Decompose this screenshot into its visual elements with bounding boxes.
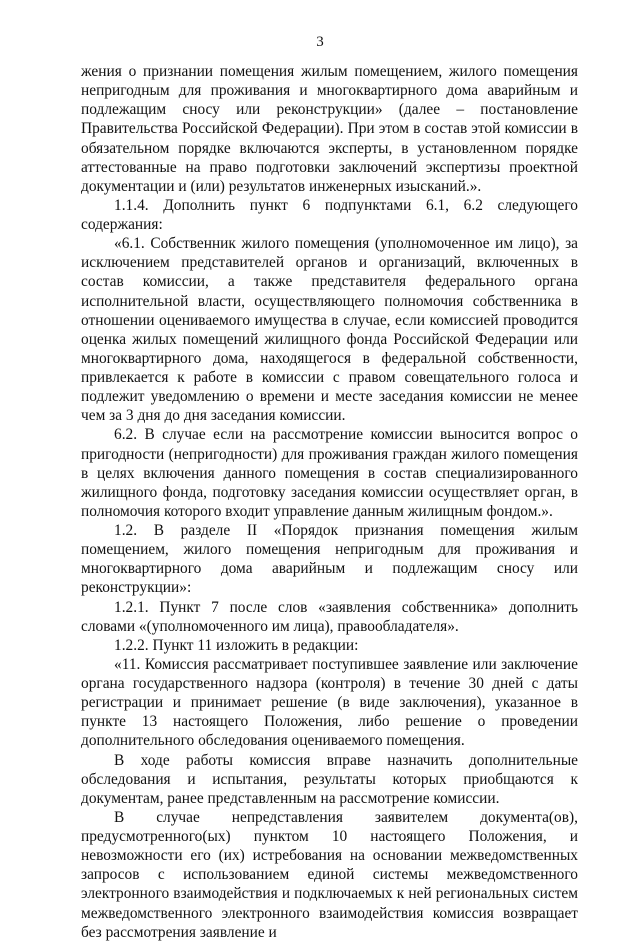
paragraph-continuation: жения о признании помещения жилым помещением, жилого помещения непригодным для проживания и многоквартирного дома аварийным и подлежащим сносу или реконструкции» (далее – постановление Правительства Российской Федерации). При этом в состав этой комиссии в обязательном порядке включаются эксперты, в установленном порядке аттестованные на право подготовки заключений экспертизы проектной документации и (или) результатов инженерных изысканий.». xyxy=(81,63,578,195)
paragraph-additional-inspections: В ходе работы комиссия вправе назначить дополнительные обследования и испытания, результаты которых приобщаются к документам, ранее представленным на рассмотрение комиссии. xyxy=(81,751,578,807)
paragraph-11: «11. Комиссия рассматривает поступившее заявление или заключение органа государственного надзора (контроля) в течение 30 дней с даты регистрации и принимает решение (в виде заключения), указанное в пункте 13 настоящего Положения, либо решение о проведении дополнительного обследования оцениваемого помещения. xyxy=(81,655,578,750)
page-number: 3 xyxy=(316,34,324,50)
document-body xyxy=(81,62,578,942)
paragraph-6-1: «6.1. Собственник жилого помещения (уполномоченное им лицо), за исключением представителей органов и организаций, включенных в состав комиссии, а также представителя федерального органа исполнительной власти, осуществляющего полномочия собственника в отношении оцениваемого имущества в случае, если комиссией проводится оценка жилых помещений жилищного фонда Российской Федерации или многоквартирного дома, находящегося в федеральной собственности, привлекается к работе в комиссии с правом совещательного голоса и подлежит уведомлению о времени и месте заседания комиссии не менее чем за 3 дня до дня заседания комиссии. xyxy=(81,235,578,425)
paragraph-1-2-2: 1.2.2. Пункт 11 изложить в редакции: xyxy=(114,636,359,654)
paragraph-1-2: 1.2. В разделе II «Порядок признания помещения жилым помещением, жилого помещения непригодным для проживания и многоквартирного дома аварийным и подлежащим сносу или реконструкции»: xyxy=(81,522,578,597)
paragraph-1-2-1: 1.2.1. Пункт 7 после слов «заявления собственника» дополнить словами «(уполномоченного им лица), правообладателя». xyxy=(81,598,578,635)
paragraph-1-1-4: 1.1.4. Дополнить пункт 6 подпунктами 6.1, 6.2 следующего содержания: xyxy=(81,196,578,233)
paragraph-non-submission: В случае непредставления заявителем документа(ов), предусмотренного(ых) пунктом 10 настоящего Положения, и невозможности его (их) истребования на основании межведомственных запросов с использованием единой системы межведомственного электронного взаимодействия и подключаемых к ней региональных систем межведомственного электронного взаимодействия комиссия возвращает без рассмотрения заявление и xyxy=(81,808,578,941)
paragraph-6-2: 6.2. В случае если на рассмотрение комиссии выносится вопрос о пригодности (непригодности) для проживания граждан жилого помещения в целях включения данного помещения в состав специализированного жилищного фонда, подготовку заседания комиссии осуществляет орган, в полномочия которого входит управление данным жилищным фондом.». xyxy=(81,426,578,520)
